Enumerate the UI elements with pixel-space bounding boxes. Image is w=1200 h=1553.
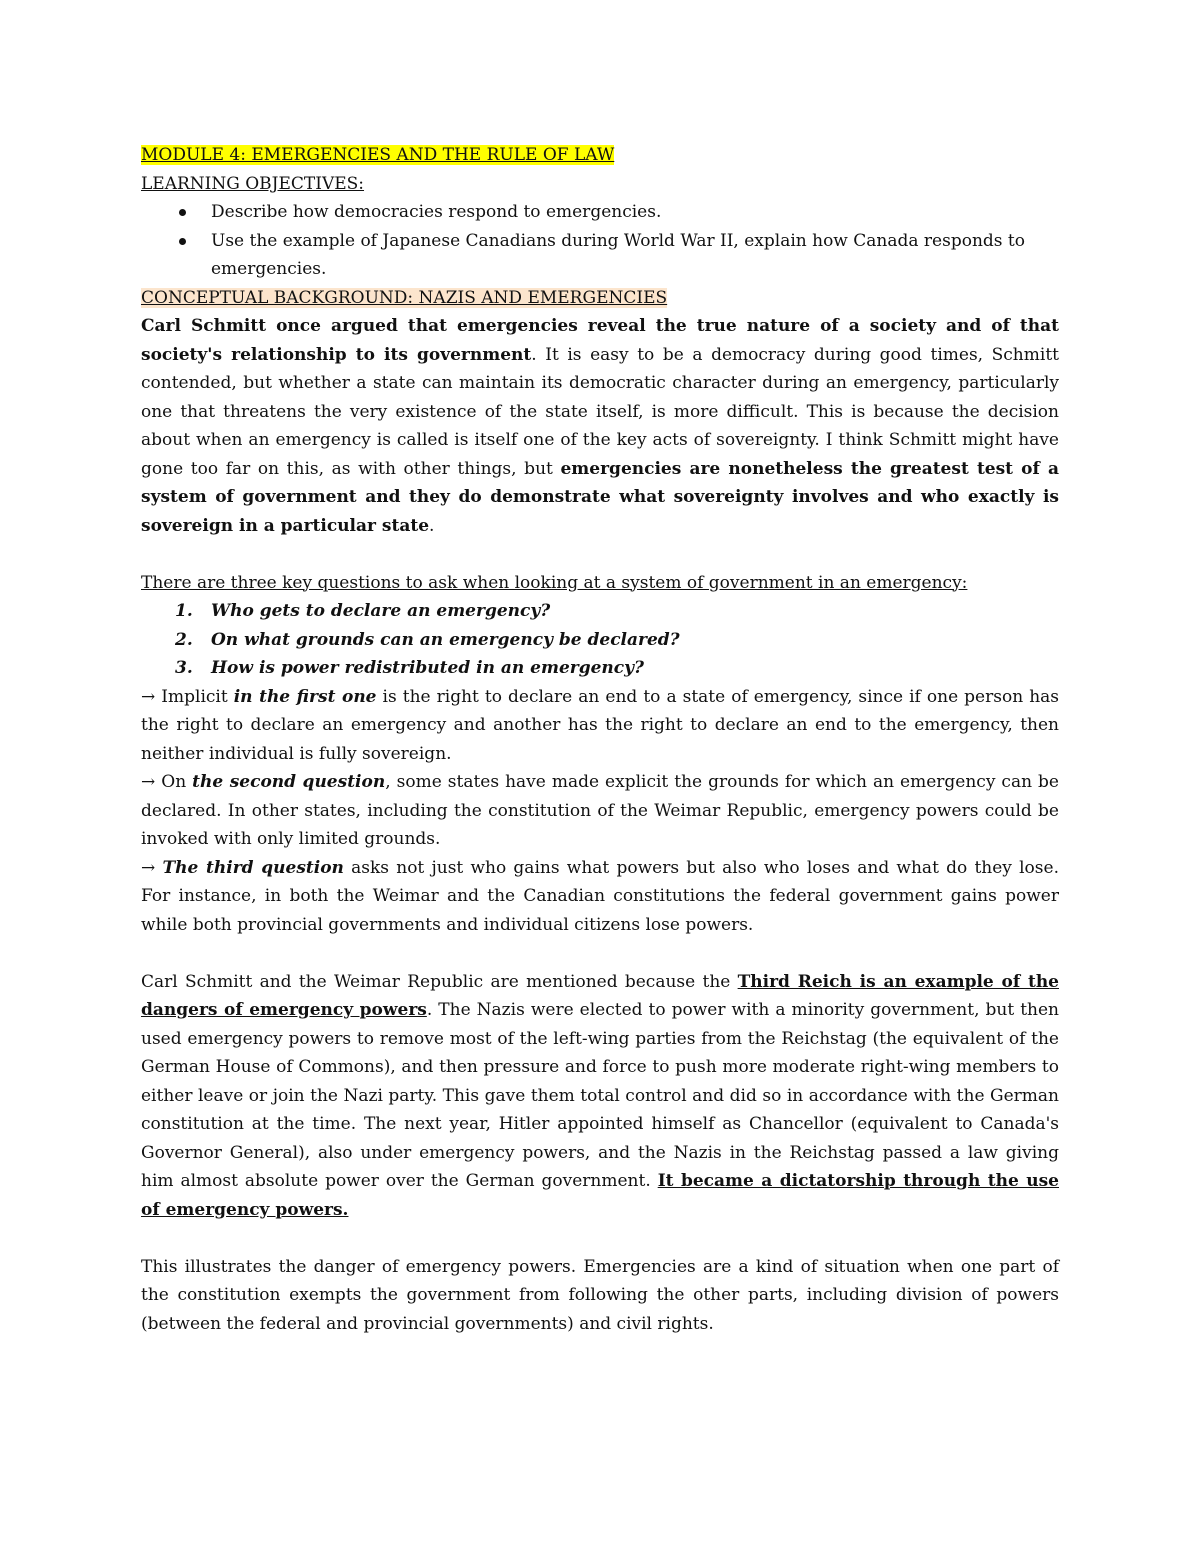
questions-list xyxy=(141,597,1059,683)
objectives-heading: LEARNING OBJECTIVES: xyxy=(141,173,365,194)
background-heading: CONCEPTUAL BACKGROUND: NAZIS AND EMERGENCIES xyxy=(141,287,668,308)
list-item xyxy=(141,626,1059,655)
weimar-text: Carl Schmitt and the Weimar Republic are mentioned because the xyxy=(141,971,738,992)
weimar-paragraph xyxy=(141,968,1059,1225)
question-text: How is power redistributed in an emergency? xyxy=(211,658,644,678)
module-title: MODULE 4: EMERGENCIES AND THE RULE OF LAW xyxy=(141,145,615,165)
weimar-bold-conclusion: It became a dictatorship through the use of emergency powers. xyxy=(141,1171,1059,1220)
spacer xyxy=(141,540,1059,569)
list-item xyxy=(141,227,1059,284)
question-text: Who gets to declare an emergency? xyxy=(211,601,551,621)
background-paragraph xyxy=(141,312,1059,540)
objective-text: Use the example of Japanese Canadians during World War II, explain how Canada responds to emergencies. xyxy=(211,230,1025,279)
objective-text: Describe how democracies respond to emergencies. xyxy=(211,202,662,222)
note-text: asks not just who gains what powers but also who loses and what do they lose. For instance, in both the Weimar and the Canadian constitutions the federal government gains power while both provincial governments and individual citizens lose powers. xyxy=(141,857,1059,935)
bullet-icon xyxy=(179,209,186,216)
note-arrow-text: → On xyxy=(141,772,193,792)
background-heading-line xyxy=(141,284,1059,313)
note-text: is the right to declare an end to a state of emergency, since if one person has the right to declare an emergency and another has the right to declare an end to the emergency, then neither individual is fully sovereign. xyxy=(141,686,1060,764)
list-item xyxy=(141,654,1059,683)
note-emphasis: the second question xyxy=(192,772,386,792)
background-text-end: . xyxy=(429,515,435,536)
note-first-question xyxy=(141,683,1059,769)
objectives-list xyxy=(141,198,1059,284)
background-bold-claim: Carl Schmitt once argued that emergencies reveal the true nature of a society and of that society's relationship to its government xyxy=(141,316,1059,365)
spacer xyxy=(141,1224,1059,1253)
spacer xyxy=(141,939,1059,968)
background-text: . It is easy to be a democracy during good times, Schmitt contended, but whether a state can maintain its democratic character during an emergency, particularly one that threatens the very existence of the state itself, is more difficult. This is because the decision about when an emergency is called is itself one of the key acts of sovereignty. I think Schmitt might have gone too far on this, as with other things, but xyxy=(141,344,1059,479)
module-title-line xyxy=(141,141,1059,170)
questions-intro: There are three key questions to ask when looking at a system of government in an emergency: xyxy=(141,572,968,593)
note-emphasis: The third question xyxy=(162,857,344,878)
bullet-icon xyxy=(179,238,186,245)
note-second-question xyxy=(141,768,1059,854)
question-number: 1. xyxy=(175,601,193,621)
document-body xyxy=(141,141,1059,1338)
background-bold-conclusion: emergencies are nonetheless the greatest test of a system of government and they do demonstrate what sovereignty involves and who exactly is sovereign in a particular state xyxy=(141,458,1059,536)
note-emphasis: in the first one xyxy=(233,686,377,707)
list-item xyxy=(141,198,1059,227)
weimar-text: . The Nazis were elected to power with a minority government, but then used emergency powers to remove most of the left-wing parties from the Reichstag (the equivalent of the German House of Commons), and then pressure and force to push more moderate right-wing members to either leave or join the Nazi party. This gave them total control and did so in accordance with the German constitution at the time. The next year, Hitler appointed himself as Chancellor (equivalent to Canada's Governor General), also under emergency powers, and the Nazis in the Reichstag passed a law giving him almost absolute power over the German government. xyxy=(141,1000,1059,1191)
question-number: 3. xyxy=(175,658,193,678)
weimar-bold-example: Third Reich is an example of the dangers of emergency powers xyxy=(141,971,1059,1020)
note-arrow-text: → xyxy=(141,857,163,878)
question-text: On what grounds can an emergency be declared? xyxy=(211,629,680,650)
note-arrow-text: → Implicit xyxy=(141,686,234,707)
note-third-question xyxy=(141,854,1059,940)
list-item xyxy=(141,597,1059,626)
note-text: , some states have made explicit the grounds for which an emergency can be declared. In other states, including the constitution of the Weimar Republic, emergency powers could be invoked with only limited grounds. xyxy=(141,772,1059,849)
danger-paragraph: This illustrates the danger of emergency powers. Emergencies are a kind of situation when one part of the constitution exempts the government from following the other parts, including division of powers (between the federal and provincial governments) and civil rights. xyxy=(141,1256,1059,1334)
question-number: 2. xyxy=(175,629,193,650)
